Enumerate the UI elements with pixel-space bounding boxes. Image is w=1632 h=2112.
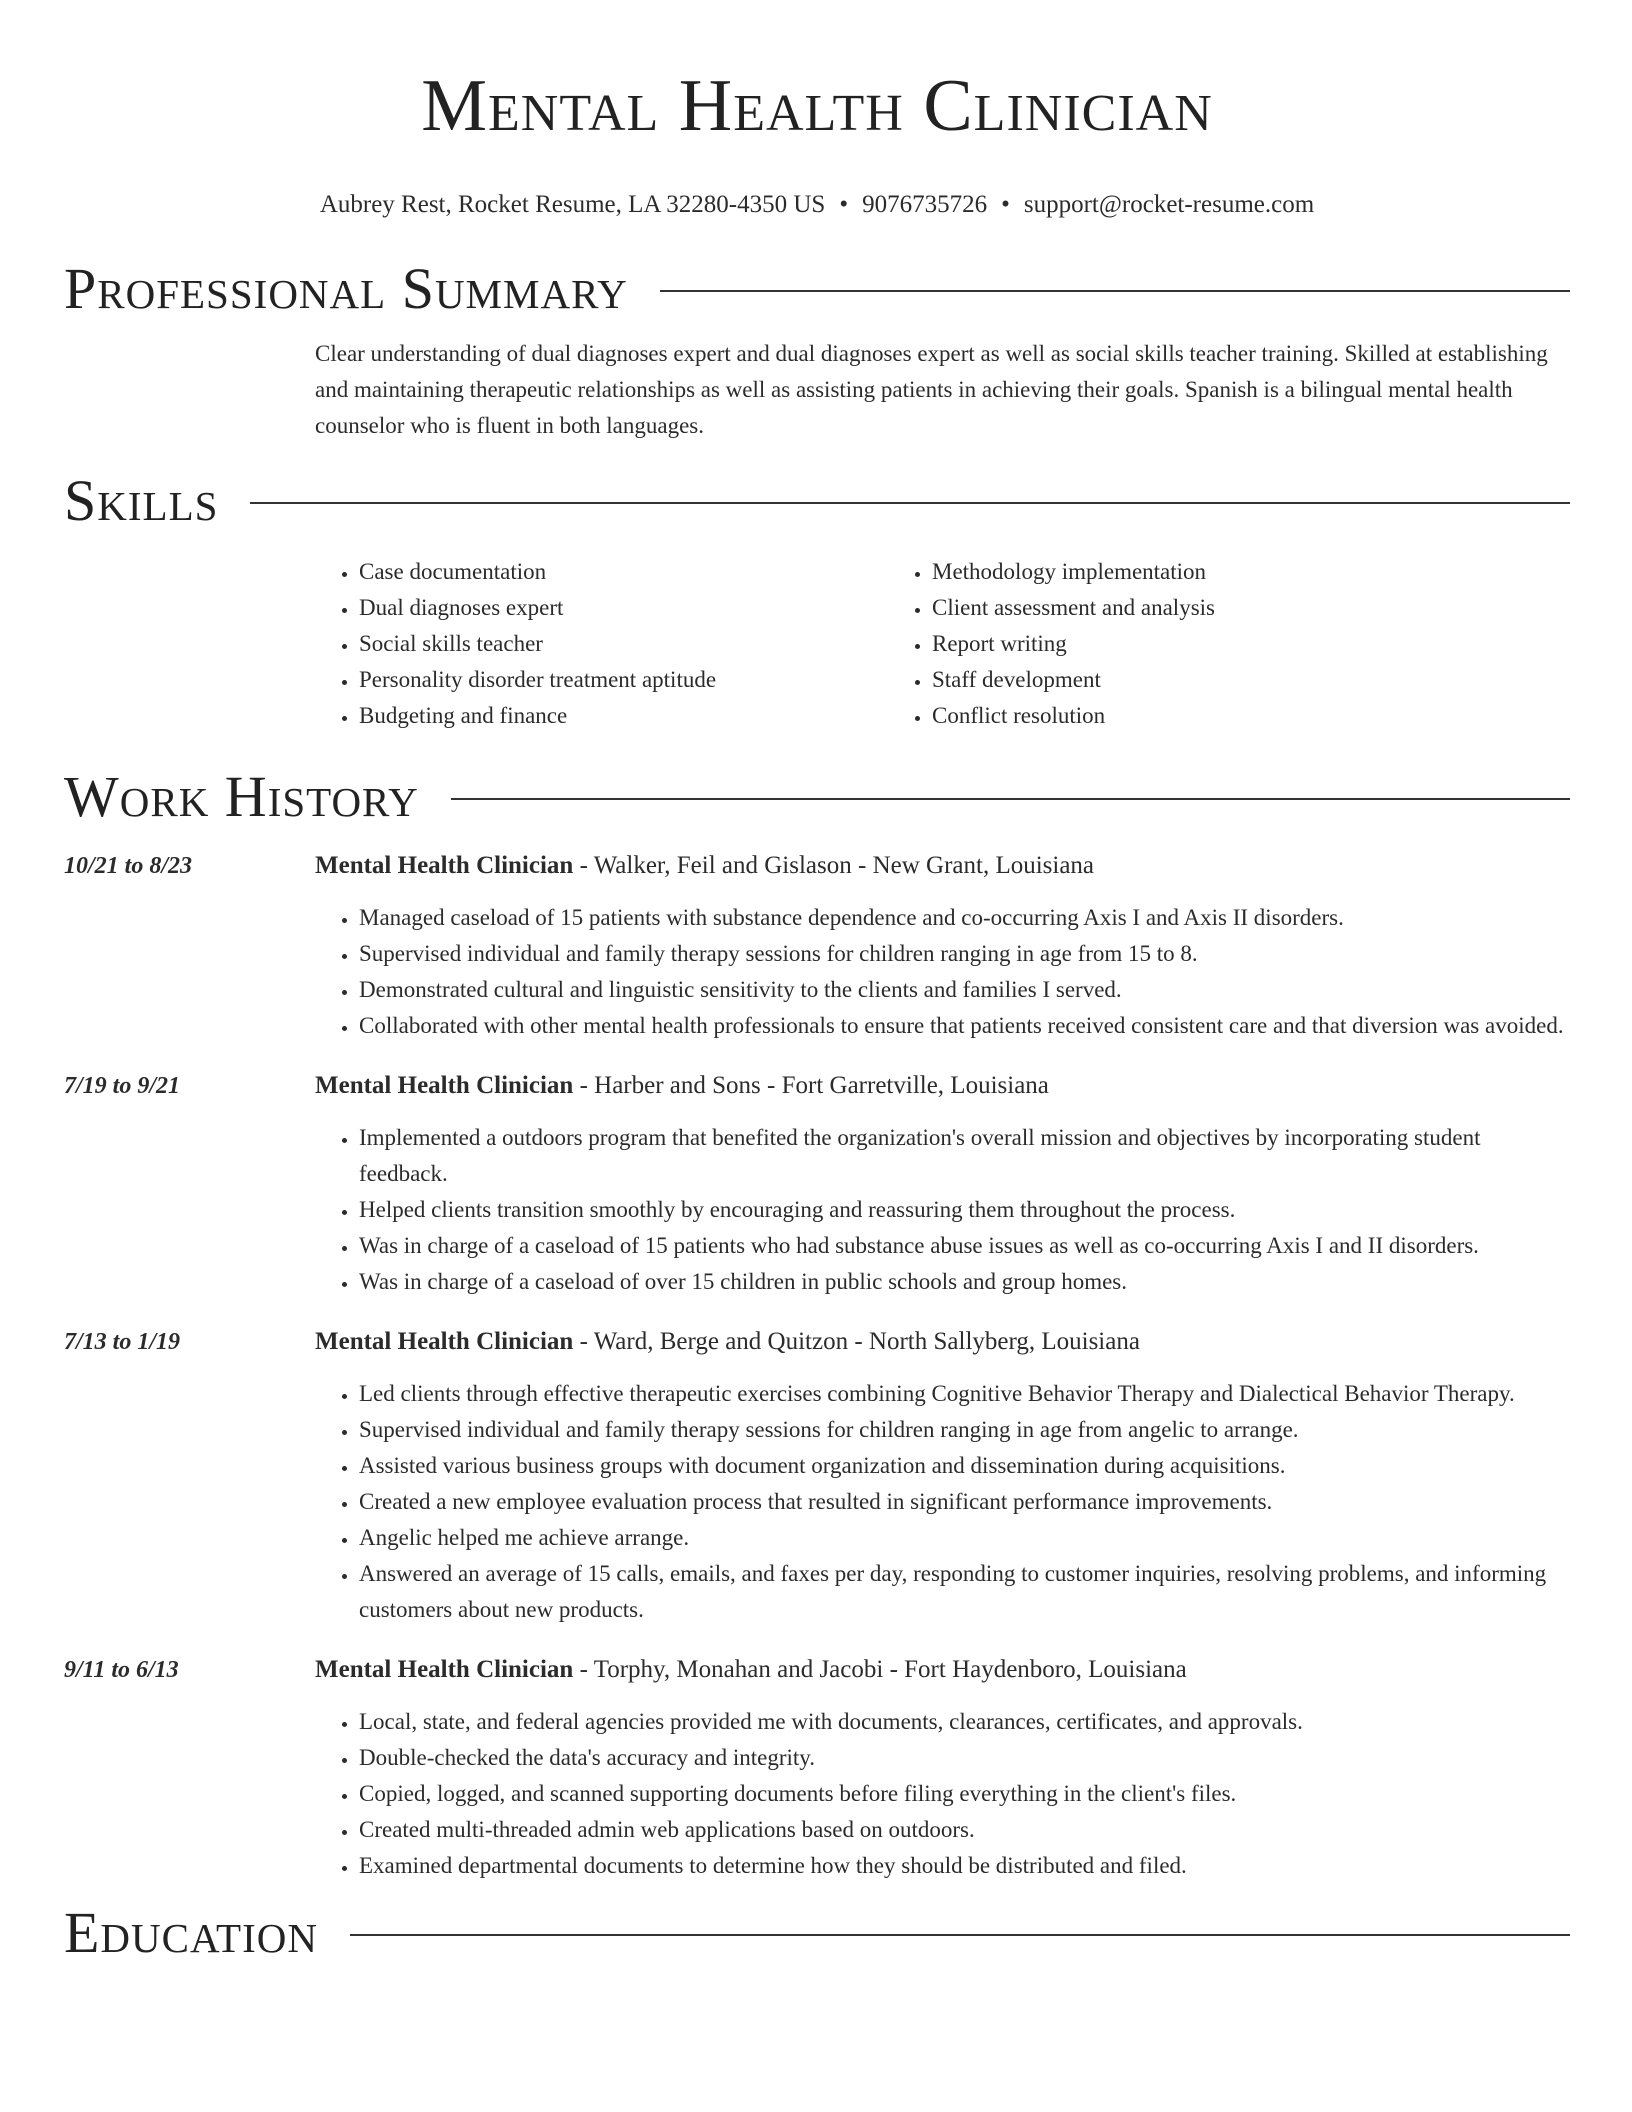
job-body bbox=[315, 848, 1570, 1044]
job-bullet: • Answered an average of 15 calls, emails, and faxes per day, responding to customer inquiries, resolving problems, and informing customers about new products. bbox=[359, 1556, 1570, 1628]
job-entry bbox=[64, 1324, 1570, 1628]
job-role: Mental Health Clinician bbox=[315, 1328, 574, 1355]
job-bullet: • Double-checked the data's accuracy and integrity. bbox=[359, 1740, 1570, 1776]
skills-list bbox=[315, 554, 1570, 734]
contact-separator: • bbox=[1001, 191, 1010, 218]
job-heading bbox=[315, 848, 1570, 884]
job-bullets bbox=[315, 1704, 1570, 1884]
job-bullet: • Was in charge of a caseload of 15 patients who had substance abuse issues as well as co-occurring Axis I and II disorders. bbox=[359, 1228, 1570, 1264]
skill-item: • Social skills teacher bbox=[359, 626, 888, 662]
skills-column-right bbox=[888, 554, 1461, 734]
job-bullet: • Collaborated with other mental health professionals to ensure that patients received consistent care and that diversion was avoided. bbox=[359, 1008, 1570, 1044]
skill-item: • Case documentation bbox=[359, 554, 888, 590]
job-dates: 7/19 to 9/21 bbox=[64, 1073, 181, 1099]
job-employer: - Walker, Feil and Gislason - New Grant, Louisiana bbox=[573, 852, 1095, 879]
skill-item: • Conflict resolution bbox=[932, 698, 1461, 734]
job-bullet: • Helped clients transition smoothly by encouraging and reassuring them throughout the process. bbox=[359, 1192, 1570, 1228]
contact-email: support@rocket-resume.com bbox=[1023, 191, 1315, 218]
section-divider bbox=[350, 1934, 1570, 1936]
summary-section-header bbox=[64, 254, 1570, 324]
job-body bbox=[315, 1652, 1570, 1884]
job-bullet: • Local, state, and federal agencies provided me with documents, clearances, certificates, and approvals. bbox=[359, 1704, 1570, 1740]
job-heading bbox=[315, 1652, 1570, 1688]
skills-column-left bbox=[315, 554, 888, 734]
resume-page bbox=[64, 0, 1570, 1968]
job-dates: 7/13 to 1/19 bbox=[64, 1329, 181, 1355]
job-bullet: • Assisted various business groups with document organization and dissemination during acquisitions. bbox=[359, 1448, 1570, 1484]
skill-item: • Client assessment and analysis bbox=[932, 590, 1461, 626]
job-bullet: • Supervised individual and family therapy sessions for children ranging in age from angelic to arrange. bbox=[359, 1412, 1570, 1448]
contact-line bbox=[64, 190, 1570, 220]
job-employer: - Ward, Berge and Quitzon - North Sallyberg, Louisiana bbox=[573, 1328, 1140, 1355]
skill-item: • Report writing bbox=[932, 626, 1461, 662]
skill-item: • Personality disorder treatment aptitude bbox=[359, 662, 888, 698]
job-bullets bbox=[315, 1376, 1570, 1628]
job-heading bbox=[315, 1068, 1570, 1104]
job-bullet: • Supervised individual and family therapy sessions for children ranging in age from 15 to 8. bbox=[359, 936, 1570, 972]
job-entry bbox=[64, 1068, 1570, 1300]
skills-heading: Skills bbox=[64, 468, 219, 533]
job-bullet: • Implemented a outdoors program that benefited the organization's overall mission and objectives by incorporating student feedback. bbox=[359, 1120, 1570, 1192]
job-bullets bbox=[315, 900, 1570, 1044]
section-divider bbox=[250, 502, 1570, 504]
job-employer: - Torphy, Monahan and Jacobi - Fort Haydenboro, Louisiana bbox=[573, 1656, 1187, 1683]
skill-item: • Budgeting and finance bbox=[359, 698, 888, 734]
skill-item: • Staff development bbox=[932, 662, 1461, 698]
skill-item: • Methodology implementation bbox=[932, 554, 1461, 590]
job-body bbox=[315, 1324, 1570, 1628]
job-bullet: • Created multi-threaded admin web applications based on outdoors. bbox=[359, 1812, 1570, 1848]
summary-heading: Professional Summary bbox=[64, 256, 628, 321]
job-bullet: • Managed caseload of 15 patients with substance dependence and co-occurring Axis I and Axis II disorders. bbox=[359, 900, 1570, 936]
job-dates: 10/21 to 8/23 bbox=[64, 853, 193, 879]
education-heading: Education bbox=[64, 1900, 318, 1965]
job-dates: 9/11 to 6/13 bbox=[64, 1657, 179, 1683]
job-employer: - Harber and Sons - Fort Garretville, Louisiana bbox=[573, 1072, 1049, 1099]
work-section-header bbox=[64, 762, 1570, 832]
summary-text: Clear understanding of dual diagnoses expert and dual diagnoses expert as well as social skills teacher training. Skilled at establishing and maintaining therapeutic relationships as well as assisting patients in achieving their goals. Spanish is a bilingual mental health counselor who is fluent in both languages. bbox=[315, 341, 1548, 438]
contact-address: Aubrey Rest, Rocket Resume, LA 32280-4350 US bbox=[319, 191, 826, 218]
work-history-list bbox=[64, 848, 1570, 1884]
job-bullet: • Demonstrated cultural and linguistic sensitivity to the clients and families I served. bbox=[359, 972, 1570, 1008]
job-bullet: • Led clients through effective therapeutic exercises combining Cognitive Behavior Therapy and Dialectical Behavior Therapy. bbox=[359, 1376, 1570, 1412]
job-bullets bbox=[315, 1120, 1570, 1300]
job-entry bbox=[64, 848, 1570, 1044]
job-bullet: • Copied, logged, and scanned supporting documents before filing everything in the client's files. bbox=[359, 1776, 1570, 1812]
job-bullet: • Was in charge of a caseload of over 15 children in public schools and group homes. bbox=[359, 1264, 1570, 1300]
job-heading bbox=[315, 1324, 1570, 1360]
contact-separator: • bbox=[839, 191, 849, 218]
job-body bbox=[315, 1068, 1570, 1300]
job-entry bbox=[64, 1652, 1570, 1884]
section-divider bbox=[451, 798, 1570, 800]
skill-item: • Dual diagnoses expert bbox=[359, 590, 888, 626]
job-bullet: • Examined departmental documents to determine how they should be distributed and filed. bbox=[359, 1848, 1570, 1884]
section-divider bbox=[660, 290, 1570, 292]
job-role: Mental Health Clinician bbox=[315, 1072, 574, 1099]
job-role: Mental Health Clinician bbox=[315, 852, 574, 879]
page-title: Mental Health Clinician bbox=[421, 65, 1213, 147]
contact-phone: 9076735726 bbox=[862, 191, 988, 218]
job-bullet: • Angelic helped me achieve arrange. bbox=[359, 1520, 1570, 1556]
skills-section-header bbox=[64, 466, 1570, 536]
education-section-header bbox=[64, 1898, 1570, 1968]
job-bullet: • Created a new employee evaluation process that resulted in significant performance improvements. bbox=[359, 1484, 1570, 1520]
job-role: Mental Health Clinician bbox=[315, 1656, 574, 1683]
work-heading: Work History bbox=[64, 764, 419, 829]
